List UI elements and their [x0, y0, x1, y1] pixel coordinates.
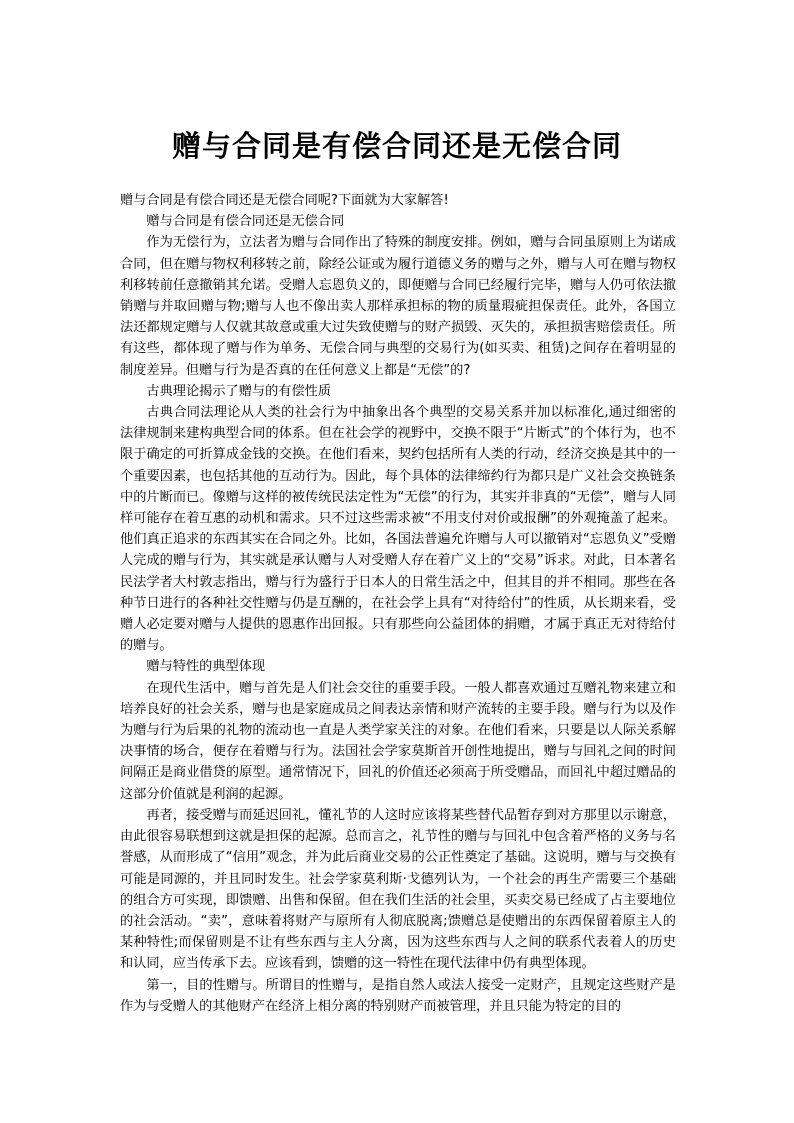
- body-paragraph: 作为无偿行为，立法者为赠与合同作出了特殊的制度安排。例如，赠与合同虽原则上为诺成合同，但在赠与物权利移转之前，除经公证或为履行道德义务的赠与之外，赠与人可在赠与物权利移转前任意撤销其允诺。受赠人忘恩负义的，即便赠与合同已经履行完毕，赠与人仍可依法撤销赠与并取回赠与物;赠与人也不像出卖人那样承担标的物的质量瑕疵担保责任。此外，各国立法还都规定赠与人仅就其故意或重大过失致使赠与的财产损毁、灭失的，承担损害赔偿责任。所有这些，都体现了赠与作为单务、无偿合同与典型的交易行为(如买卖、租赁)之间存在着明显的制度差异。但赠与行为是否真的在任何意义上都是“无偿”的?: [120, 235, 676, 378]
- document-body: [120, 190, 676, 1017]
- body-paragraph: 古典合同法理论从人类的社会行为中抽象出各个典型的交易关系并加以标准化,通过细密的法律规制来建构典型合同的体系。但在社会学的视野中，交换不限于“片断式”的个体行为，也不限于确定的可折算成金钱的交换。在他们看来，契约包括所有人类的行动，经济交换是其中的一个重要因素，也包括其他的互动行为。因此，每个具体的法律缔约行为都只是广义社会交换链条中的片断而已。像赠与这样的被传统民法定性为“无偿”的行为，其实并非真的“无偿”，赠与人同样可能存在着互惠的动机和需求。只不过这些需求被“不用支付对价或报酬”的外观掩盖了起来。他们真正追求的东西其实在合同之外。比如，各国法普遍允许赠与人可以撤销对“忘恩负义”受赠人完成的赠与行为，其实就是承认赠与人对受赠人存在着广义上的“交易”诉求。对此，日本著名民法学者大村敦志指出，赠与行为盛行于日本人的日常生活之中，但其目的并不相同。那些在各种节日进行的各种社交性赠与仍是互酬的，在社会学上具有“对待给付”的性质，从长期来看，受赠人必定要对赠与人提供的恩惠作出回报。只有那些向公益团体的捐赠，才属于真正无对待给付的赠与。: [120, 405, 676, 654]
- body-paragraph: 在现代生活中，赠与首先是人们社会交往的重要手段。一般人都喜欢通过互赠礼物来建立和培养良好的社会关系，赠与也是家庭成员之间表达亲情和财产流转的主要手段。赠与行为以及作为赠与行为后果的礼物的流动也一直是人类学家关注的对象。在他们看来，只要是以人际关系解决事情的场合，便存在着赠与行为。法国社会学家莫斯首开创性地提出，赠与与回礼之间的时间间隔正是商业借贷的原型。通常情况下，回礼的价值还必须高于所受赠品，而回礼中超过赠品的这部分价值就是利润的起源。: [120, 680, 676, 802]
- body-paragraph: 第一，目的性赠与。所谓目的性赠与，是指自然人或法人接受一定财产，且规定这些财产是作为与受赠人的其他财产在经济上相分离的特别财产而被管理，并且只能为特定的目的: [120, 977, 676, 1014]
- document-title: 赠与合同是有偿合同还是无偿合同: [171, 129, 622, 163]
- section-heading: 赠与合同是有偿合同还是无偿合同: [146, 214, 345, 230]
- intro-paragraph: 赠与合同是有偿合同还是无偿合同呢?下面就为大家解答!: [120, 193, 449, 208]
- body-paragraph: 再者，接受赠与而延迟回礼，懂礼节的人这时应该将某些替代品暂存到对方那里以示谢意，由此很容易联想到这就是担保的起源。总而言之，礼节性的赠与与回礼中包含着严格的义务与名誉感，从而形成了“信用”观念，并为此后商业交易的公正性奠定了基础。这说明，赠与与交换有可能是同源的，并且同时发生。社会学家莫利斯·戈德列认为，一个社会的再生产需要三个基础的组合方可实现，即馈赠、出售和保留。但在我们生活的社会里，买卖交易已经成了占主要地位的社会活动。“卖”，意味着将财产与原所有人彻底脱离;馈赠总是使赠出的东西保留着原主人的某种特性;而保留则是不让有些东西与主人分离，因为这些东西与人之间的联系代表着人的历史和认同，应当传承下去。应该看到，馈赠的这一特性在现代法律中仍有典型体现。: [120, 807, 676, 972]
- section-heading: 古典理论揭示了赠与的有偿性质: [146, 383, 332, 399]
- section-heading: 赠与特性的典型体现: [146, 659, 266, 675]
